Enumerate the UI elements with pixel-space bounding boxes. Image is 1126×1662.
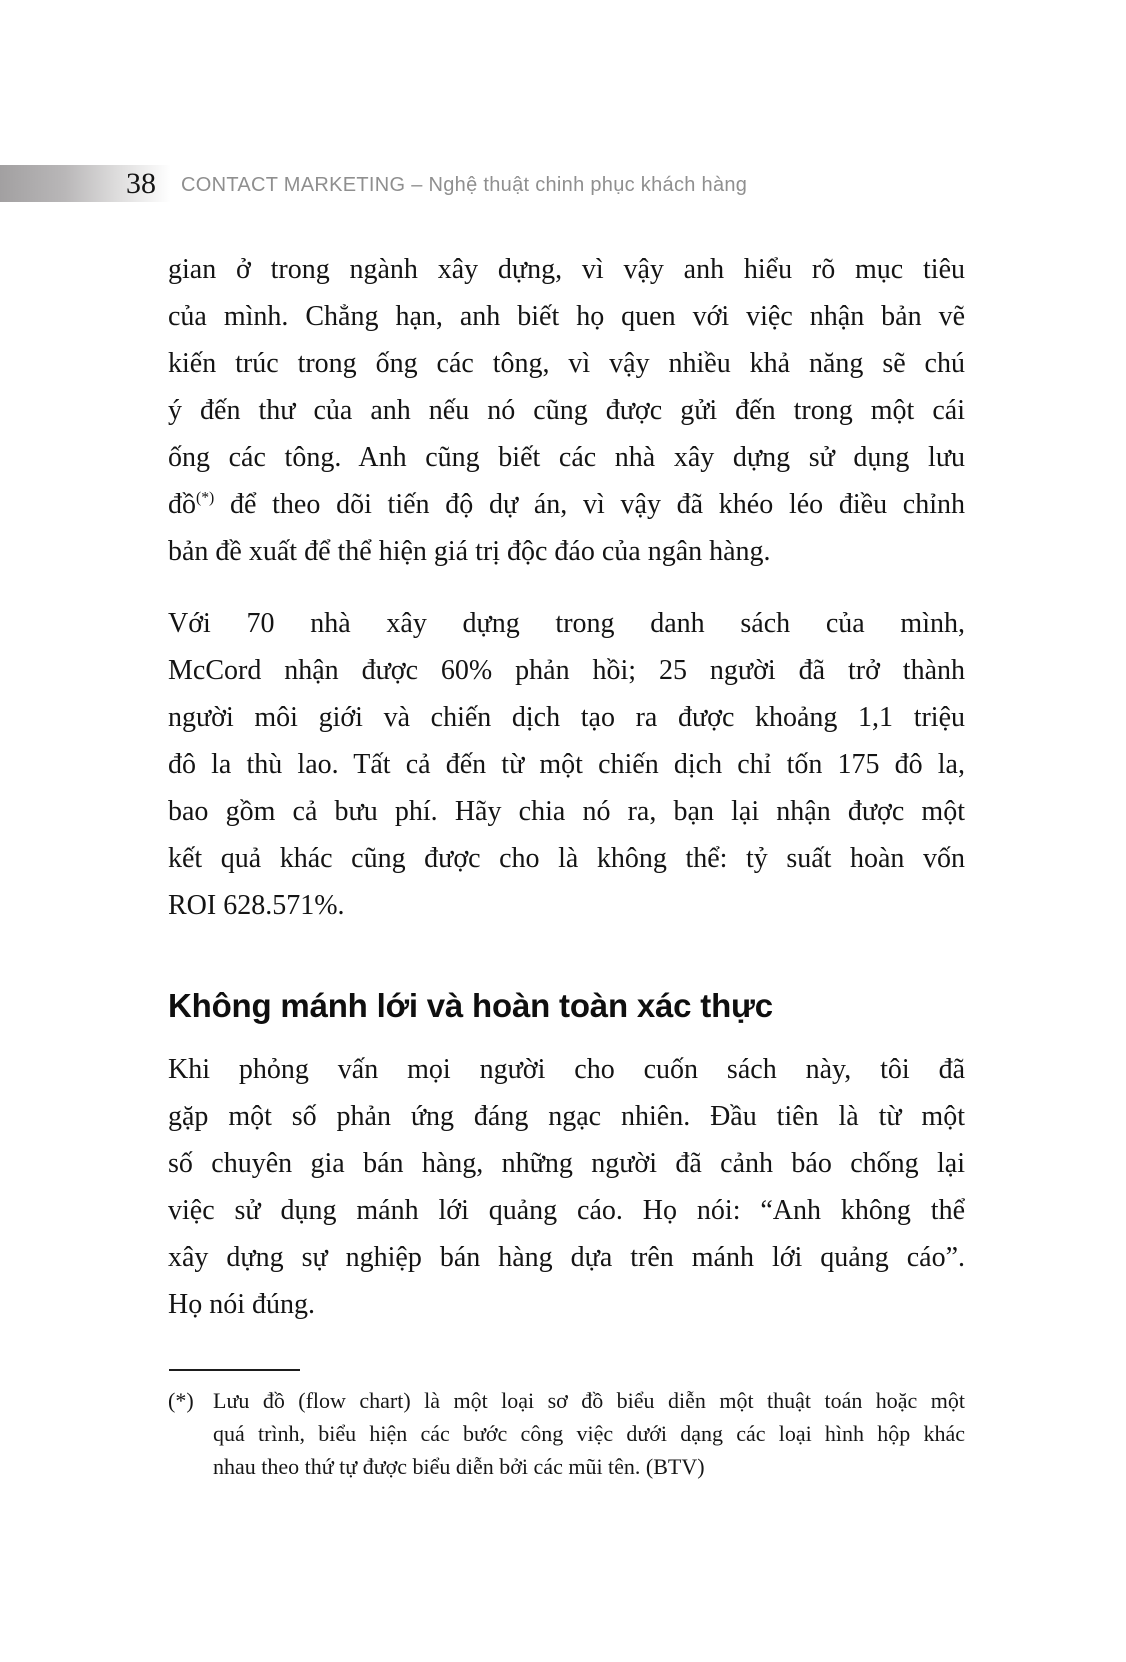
body-paragraph [168,600,965,929]
text-line: ROI 628.571%. [168,890,345,921]
footnote-line: nhau theo thứ tự được biểu diễn bởi các mũi tên. (BTV) [213,1454,705,1479]
page-number: 38 [126,167,156,200]
running-header-title: CONTACT MARKETING – Nghệ thuật chinh phục khách hàng [181,174,748,196]
text-line: bản đề xuất để thể hiện giá trị độc đáo của ngân hàng. [168,536,771,567]
footnote-separator-rule [169,1369,300,1371]
body-paragraph [168,246,965,575]
text-line: ống các tông. Anh cũng biết các nhà xây dựng sử dụng lưu [168,442,965,473]
text-line: gặp một số phản ứng đáng ngạc nhiên. Đầu tiên là từ một [168,1101,965,1132]
footnote-line: Lưu đồ (flow chart) là một loại sơ đồ biểu diễn một thuật toán hoặc một [213,1388,965,1413]
footnote [168,1384,965,1483]
footnote-text [168,1384,965,1483]
footnote-ref: (*) [196,489,215,507]
text-line: của mình. Chẳng hạn, anh biết họ quen với việc nhận bản vẽ [168,301,965,332]
text-line: số chuyên gia bán hàng, những người đã cảnh báo chống lại [168,1148,965,1179]
text-line: việc sử dụng mánh lới quảng cáo. Họ nói: “Anh không thể [168,1195,965,1226]
text-line: kiến trúc trong ống các tông, vì vậy nhiều khả năng sẽ chú [168,348,965,379]
text-line: bao gồm cả bưu phí. Hãy chia nó ra, bạn lại nhận được một [168,796,965,827]
text-line: Khi phỏng vấn mọi người cho cuốn sách này, tôi đã [168,1054,965,1085]
footnote-line: quá trình, biểu hiện các bước công việc dưới dạng các loại hình hộp khác [213,1421,965,1446]
text-line: đô la thù lao. Tất cả đến từ một chiến dịch chỉ tốn 175 đô la, [168,749,965,780]
text-line: người môi giới và chiến dịch tạo ra được khoảng 1,1 triệu [168,702,965,733]
text-line: xây dựng sự nghiệp bán hàng dựa trên mánh lới quảng cáo”. [168,1242,965,1273]
text-line: kết quả khác cũng được cho là không thể: tỷ suất hoàn vốn [168,843,965,874]
text-line: gian ở trong ngành xây dựng, vì vậy anh hiểu rõ mục tiêu [168,254,965,285]
text-line: đồ(*) để theo dõi tiến độ dự án, vì vậy đã khéo léo điều chỉnh [168,489,965,520]
section-heading: Không mánh lới và hoàn toàn xác thực [168,987,773,1024]
text-line: McCord nhận được 60% phản hồi; 25 người đã trở thành [168,655,965,686]
text-line: Với 70 nhà xây dựng trong danh sách của mình, [168,608,965,639]
body-paragraph [168,1046,965,1328]
text-line: ý đến thư của anh nếu nó cũng được gửi đến trong một cái [168,395,965,426]
text-line: Họ nói đúng. [168,1289,315,1320]
footnote-marker: (*) [168,1388,194,1413]
